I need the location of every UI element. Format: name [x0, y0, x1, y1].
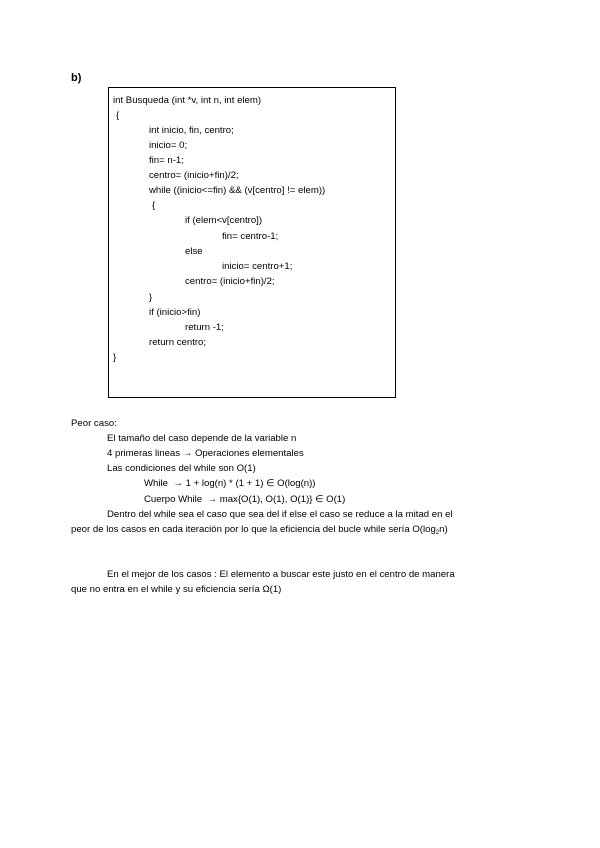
section-heading: b)	[71, 72, 82, 84]
text-line: While → 1 + log(n) * (1 + 1) ∈ O(log(n))	[144, 478, 316, 489]
code-line: while ((inicio<=fin) && (v[centro] != elem))	[149, 185, 326, 196]
code-line: return -1;	[185, 322, 224, 333]
code-line: if (inicio>fin)	[149, 307, 201, 318]
text-line: Dentro del while sea el caso que sea del if else el caso se reduce a la mitad en el	[107, 509, 453, 520]
code-line: inicio= 0;	[149, 140, 188, 151]
text-fragment: peor de los casos en cada iteración por lo que la eficiencia del bucle while sería O(log	[71, 524, 436, 535]
code-line: fin= n-1;	[149, 155, 184, 166]
text-line: Cuerpo While → max{O(1), O(1), O(1)} ∈ O(1)	[144, 494, 346, 505]
text-fragment: n)	[439, 524, 448, 535]
code-line: {	[152, 200, 156, 211]
code-line: }	[149, 292, 153, 303]
text-line	[71, 524, 448, 539]
code-line: return centro;	[149, 337, 207, 348]
worst-case-heading: Peor caso:	[71, 418, 117, 429]
text-line: El tamaño del caso depende de la variable n	[107, 433, 297, 444]
code-line: {	[116, 110, 120, 121]
code-line: fin= centro-1;	[222, 231, 279, 242]
code-line: if (elem<v[centro])	[185, 215, 263, 226]
code-line: inicio= centro+1;	[222, 261, 293, 272]
code-line: centro= (inicio+fin)/2;	[185, 276, 275, 287]
text-line: Las condiciones del while son O(1)	[107, 463, 256, 474]
code-line: else	[185, 246, 203, 257]
code-line: }	[113, 352, 117, 363]
log-base-subscript: 2	[435, 530, 440, 536]
code-line: int inicio, fin, centro;	[149, 125, 234, 136]
code-line: centro= (inicio+fin)/2;	[149, 170, 239, 181]
text-line: que no entra en el while y su eficiencia sería Ω(1)	[71, 584, 282, 595]
text-line: En el mejor de los casos : El elemento a buscar este justo en el centro de manera	[107, 569, 455, 580]
text-line: 4 primeras lineas → Operaciones elementales	[107, 448, 304, 459]
code-line: int Busqueda (int *v, int n, int elem)	[113, 95, 262, 106]
